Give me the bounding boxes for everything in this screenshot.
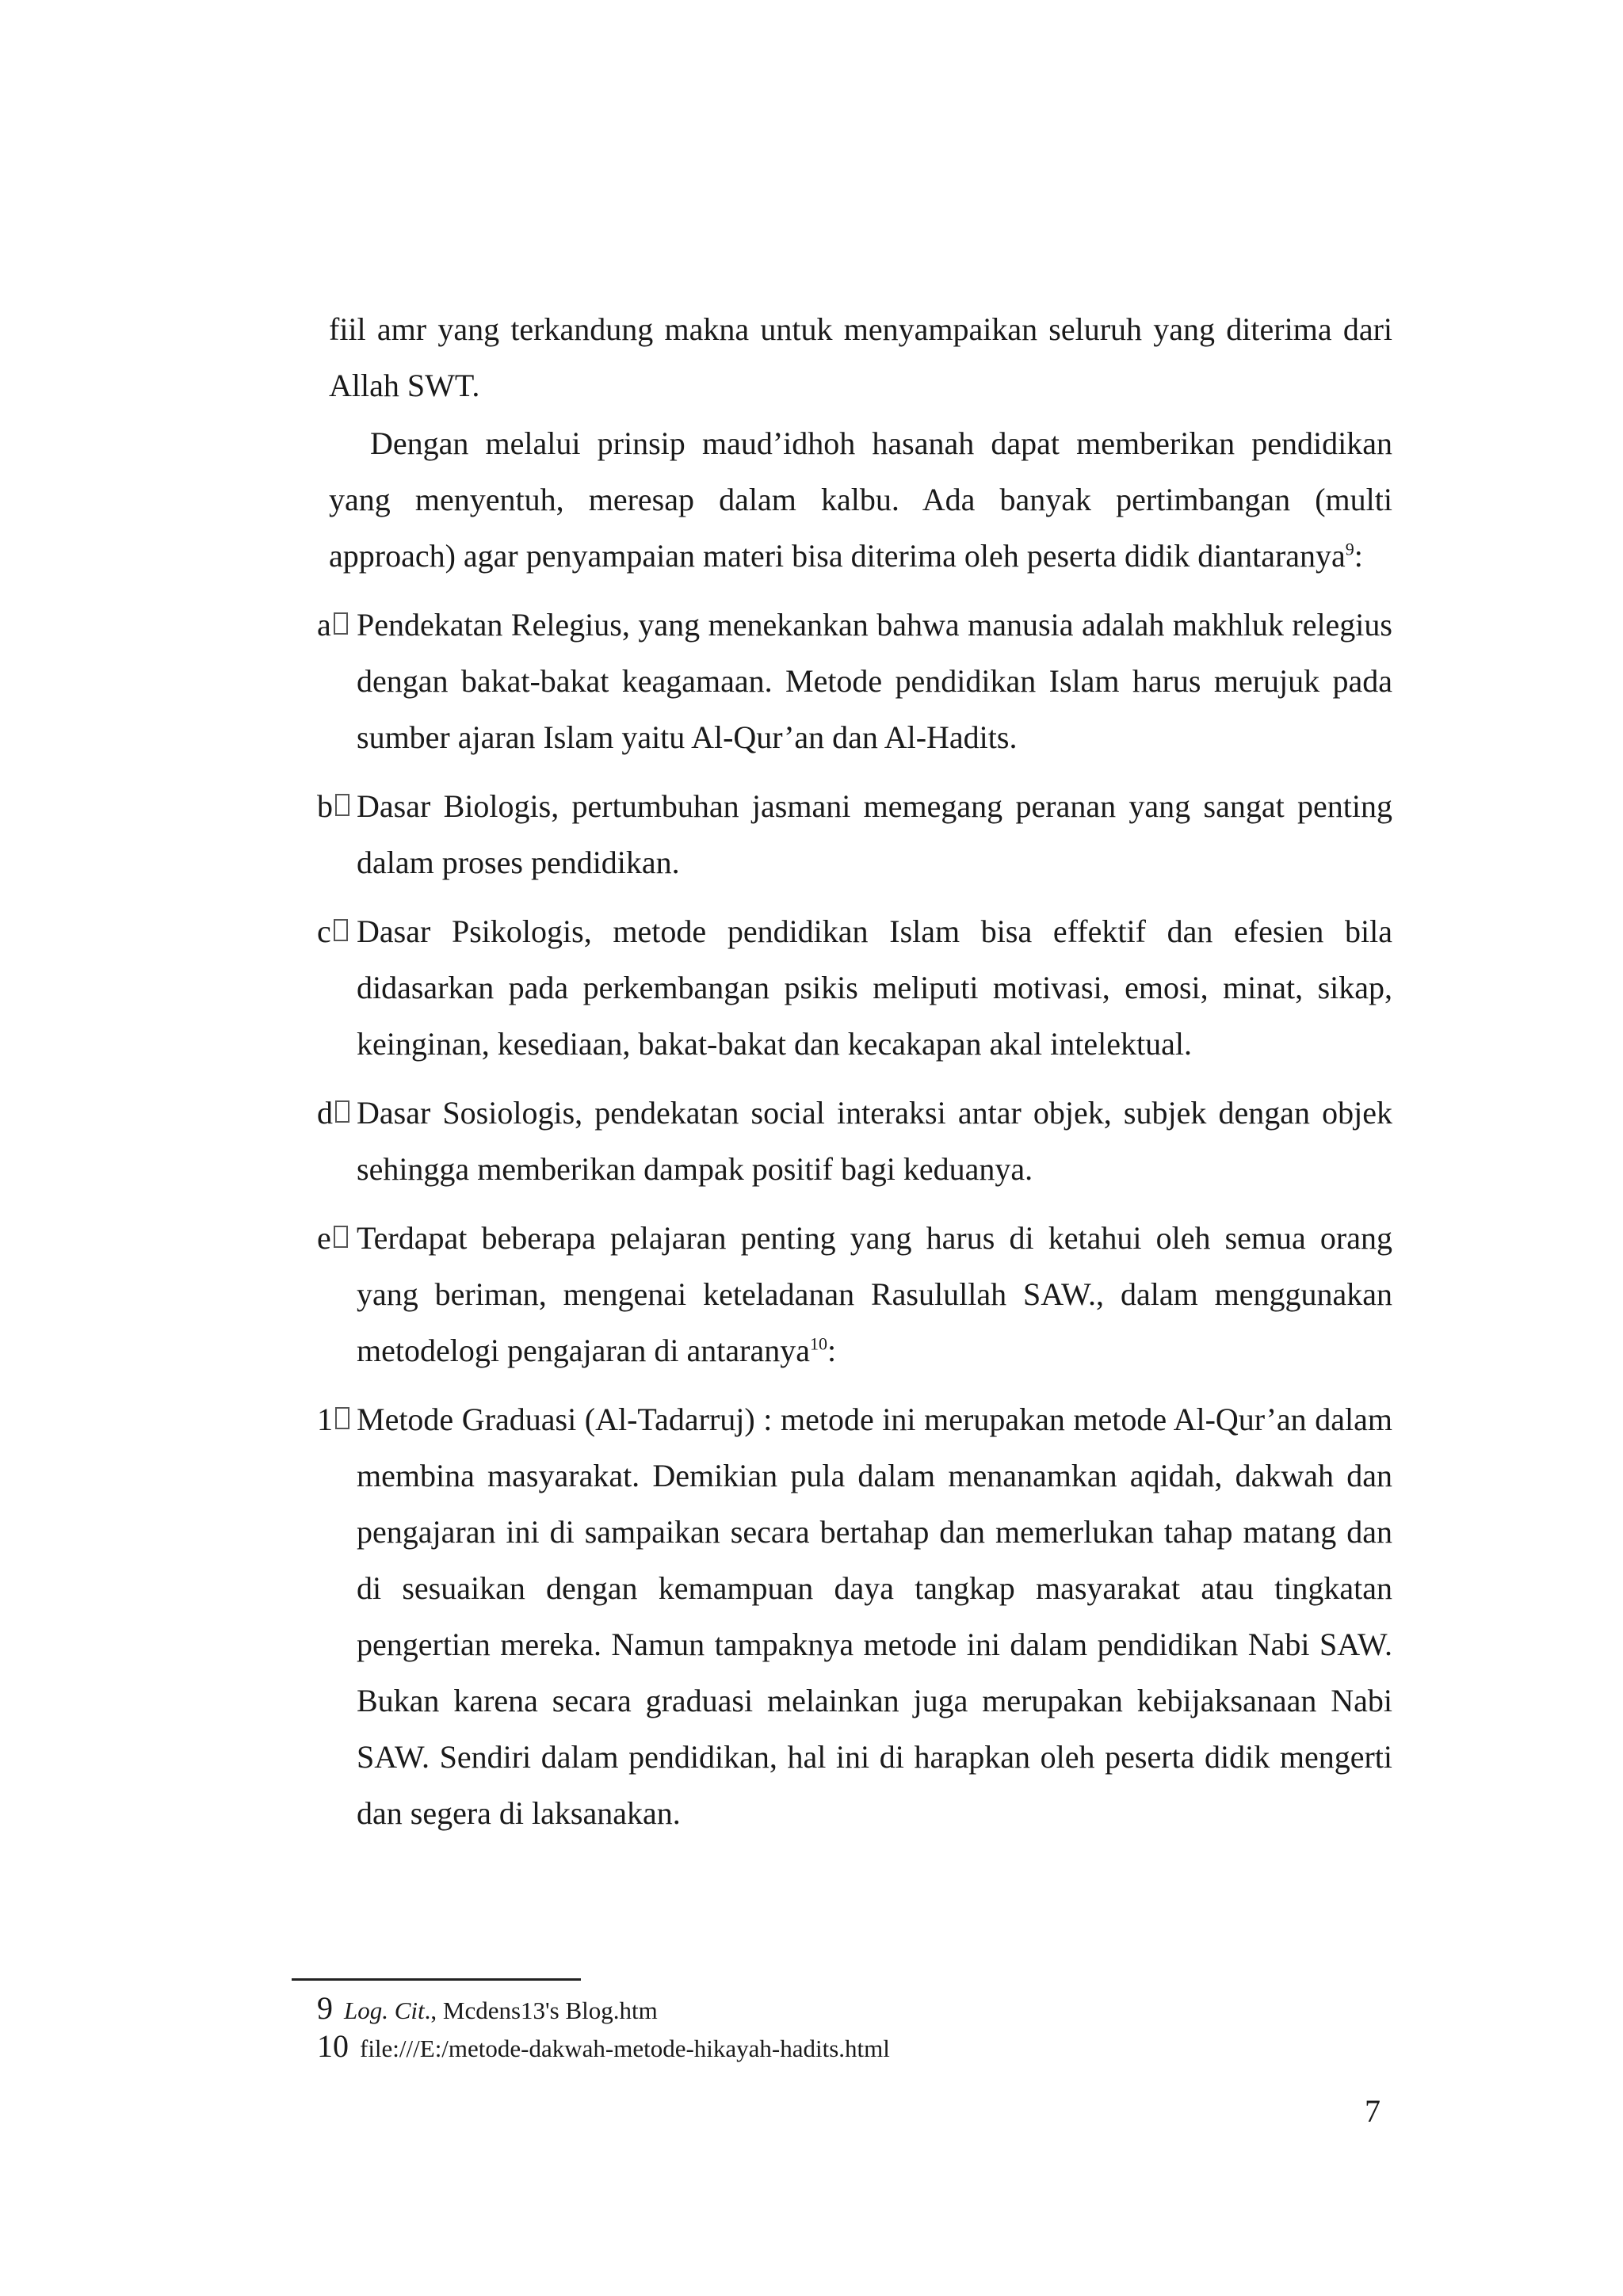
list-item-e <box>317 1210 1392 1379</box>
footnote-9 <box>317 1990 890 2028</box>
missing-glyph-box <box>335 794 349 816</box>
list-item-d <box>317 1085 1392 1197</box>
list-item-b <box>317 778 1392 891</box>
body-text <box>317 301 1392 1841</box>
list-marker: b <box>317 778 349 834</box>
footnote-text: ., Mcdens13's Blog.htm <box>424 1997 658 2024</box>
missing-glyph-box <box>335 1100 349 1123</box>
list-marker: e <box>317 1210 348 1266</box>
footnote-number: 10 <box>317 2028 349 2064</box>
list-item-1 <box>317 1391 1392 1841</box>
footnote-link[interactable]: file:///E:/metode-dakwah-metode-hikayah-hadits.html <box>360 2035 890 2062</box>
list-marker: c <box>317 903 348 959</box>
footnote-separator <box>292 1978 581 1981</box>
paragraph-intro: Dengan melalui prinsip maud’idhoh hasanah dapat memberikan pendidikan yang menyentuh, meresap dalam kalbu. Ada banyak pertimbangan (multi approach) agar penyampaian materi bisa diterima oleh peserta didik diantaranya$^9$: <box>329 425 1392 574</box>
missing-glyph-box <box>334 919 348 941</box>
list-item-c <box>317 903 1392 1072</box>
missing-glyph-box <box>334 1226 348 1248</box>
list-marker: d <box>317 1085 349 1141</box>
list-item-text: Metode Graduasi (Al-Tadarruj) : metode ini merupakan metode Al-Qur’an dalam membina masyarakat. Demikian pula dalam menanamkan aqidah, dakwah dan pengajaran ini di sampaikan secara bertahap dan memerlukan tahap matang dan di sesuaikan dengan kemampuan daya tangkap masyarakat atau tingkatan pengertian mereka. Namun tampaknya metode ini dalam pendidikan Nabi SAW. Bukan karena secara graduasi melainkan juga merupakan kebijaksanaan Nabi SAW. Sendiri dalam pendidikan, hal ini di harapkan oleh peserta didik mengerti dan segera di laksanakan. <box>357 1402 1392 1831</box>
list-item-text: Dasar Sosiologis, pendekatan social interaksi antar objek, subjek dengan objek sehingga memberikan dampak positif bagi keduanya. <box>357 1095 1392 1187</box>
footnote-ref-10[interactable]: 10 <box>809 1333 827 1354</box>
list-item-text: Terdapat beberapa pelajaran penting yang harus di ketahui oleh semua orang yang beriman, mengenai keteladanan Rasulullah SAW., dalam menggunakan metodelogi pengajaran di antaranya$^{10}$: <box>357 1220 1392 1368</box>
list-marker: 1 <box>317 1391 349 1447</box>
list-item-text: Dasar Biologis, pertumbuhan jasmani memegang peranan yang sangat penting dalam proses pendidikan. <box>357 788 1392 880</box>
list-item-text: Dasar Psikologis, metode pendidikan Islam bisa effektif dan efesien bila didasarkan pada perkembangan psikis meliputi motivasi, emosi, minat, sikap, keinginan, kesediaan, bakat-bakat dan kecakapan akal intelektual. <box>357 913 1392 1062</box>
missing-glyph-box <box>334 612 348 635</box>
list-marker: a <box>317 597 348 653</box>
footnotes <box>317 1990 890 2066</box>
paragraph-continuation: fiil amr yang terkandung makna untuk menyampaikan seluruh yang diterima dari Allah SWT. <box>329 311 1392 403</box>
list-item-text: Pendekatan Relegius, yang menekankan bahwa manusia adalah makhluk relegius dengan bakat-bakat keagamaan. Metode pendidikan Islam harus merujuk pada sumber ajaran Islam yaitu Al-Qur’an dan Al-Hadits. <box>357 607 1392 755</box>
page-number: 7 <box>1365 2093 1381 2129</box>
footnote-number: 9 <box>317 1990 333 2026</box>
missing-glyph-box <box>335 1407 349 1429</box>
list-item-a <box>317 597 1392 765</box>
footnote-ref-9[interactable]: 9 <box>1345 539 1354 559</box>
footnote-10 <box>317 2028 890 2066</box>
footnote-italic: Log. Cit <box>344 1997 425 2024</box>
